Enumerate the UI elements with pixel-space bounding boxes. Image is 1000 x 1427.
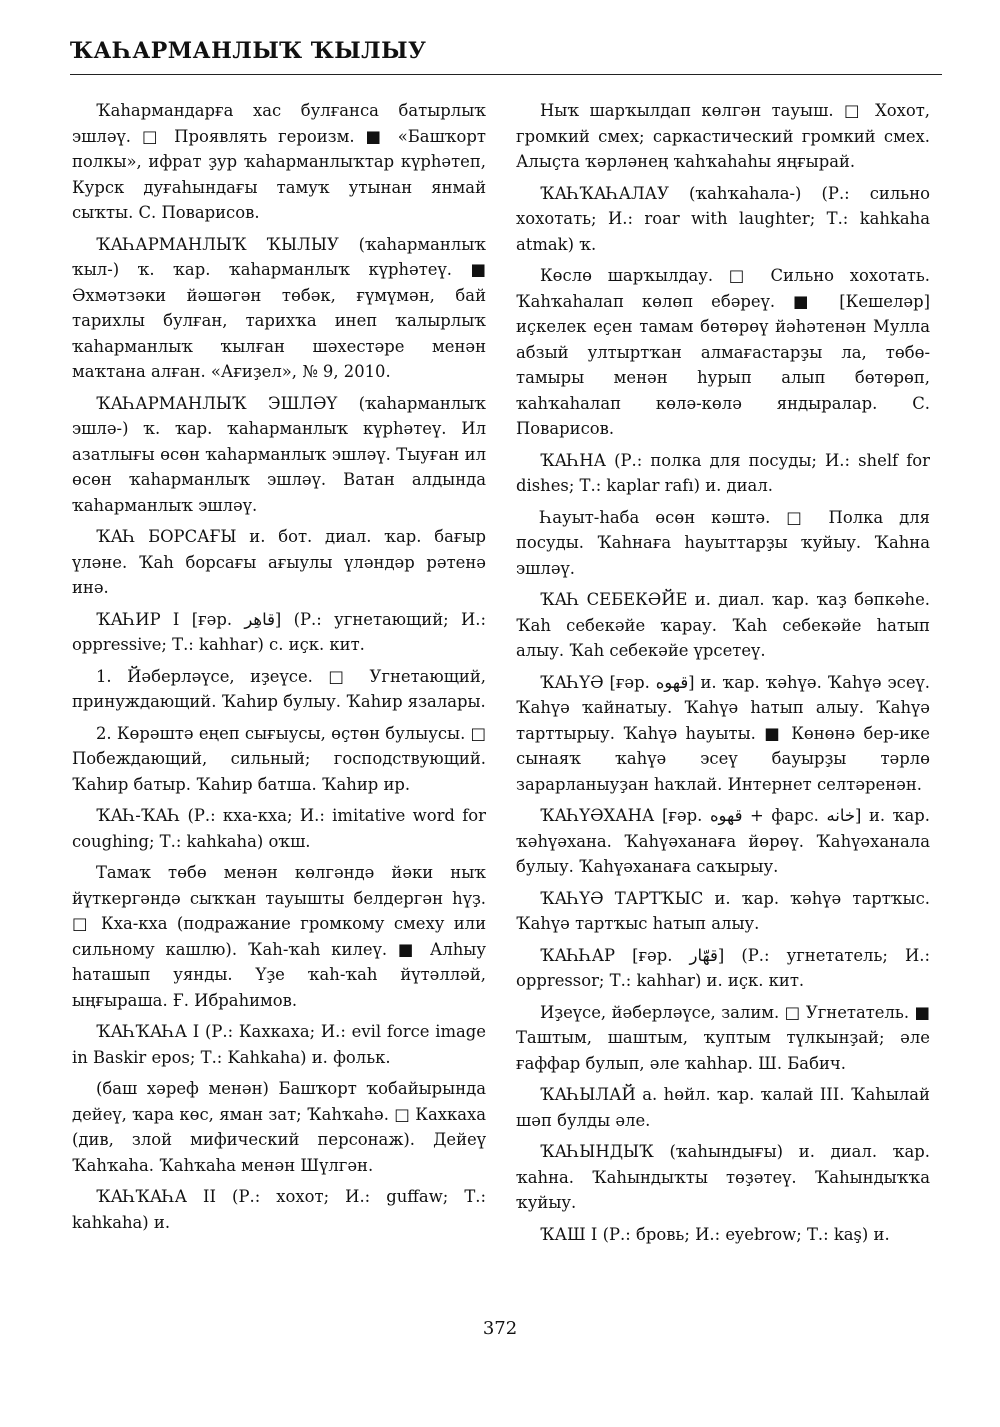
dictionary-entry: Иҙеүсе, йәберләүсе, залим. □ Угнетатель. ■ Таштым, шаштым, ҡуптым түлкынҙай; әле ғаффар булып, әле ҡаһһар. Ш. Бабич. [516,1002,930,1073]
dictionary-entry: (баш хәреф менән) Башҡорт ҡобайырында дейеү, ҡара көс, яман зат; Ҡаһҡаһә. □ Кахкаха (див, злой мифический персонаж). Дейеү Ҡаһҡаһа. Ҡаһҡаһа менән Шүлгән. [72,1079,486,1175]
page-title: ҠАҺАРМАНЛЫҠ ҠЫЛЫУ [70,38,427,64]
dictionary-entry: ҠАҺИР I [ғәр. قاهِر] (Р.: угнетающий; И.: oppressive; Т.: kahhar) с. иҫк. кит. [72,609,486,654]
dictionary-entry: 1. Йәберләүсе, иҙеүсе. □ Угнетающий, принуждающий. Ҡаһир булыу. Ҡаһир язалары. [72,666,486,711]
dictionary-entry: ҠАҺ-ҠАҺ (Р.: кха-кха; И.: imitative word for coughing; Т.: kahkaha) оҡш. [72,806,486,851]
dictionary-entry: ҠАШ I (Р.: бровь; И.: eyebrow; Т.: kaş) и. [540,1224,890,1244]
dictionary-entry: Көслө шарҡылдау. □ Сильно хохотать. Ҡаһҡаһалап көлөп ебәреү. ■ [Кешеләр] иҫкелек еҫен тамам бөтөрөү йәһәтенән Мулла абзый ултыртҡан алмағастарҙы ла, төбө-тамыры менән һурып алып бөтөрөп, ҡаһҡаһалап көлә-көлә яндыралар. С. Поварисов. [516,266,930,438]
dictionary-entry: ҠАҺАРМАНЛЫҠ ЭШЛӘҮ (ҡаһарманлыҡ эшлә-) ҡ. ҡар. ҡаһарманлыҡ күрһәтеү. Ил азатлығы өсөн ҡаһарманлыҡ эшләү. Тыуған ил өсөн ҡаһарманлыҡ эшләү. Ватан алдында ҡаһарманлыҡ эшләү. [72,393,486,515]
header-divider [70,74,942,75]
dictionary-entry: Ҡаһармандарға хас булғанса батырлыҡ эшләү. □ Проявлять героизм. ■ «Башҡорт полкы», ифрат ҙур ҡаһарманлыҡтар күрһәтеп, Курск дуғаһындағы тамуҡ утынан янмай сыҡты. С. Поварисов. [72,101,486,222]
dictionary-entry: ҠАҺЫЛАЙ а. һөйл. ҡар. ҡалай III. Ҡаһылай шәп булды әле. [516,1085,930,1130]
dictionary-entry: Тамаҡ төбө менән көлгәндә йәки ныҡ йүткергәндә сыҡҡан тауышты белдергән һүҙ. □ Кха-кха (подражание громкому смеху или сильному кашлю). Ҡаһ-ҡаһ килеү. ■ Алһыу һаташып уянды. Үҙе ҡаһ-ҡаһ йүтәлләй, ыңғыраша. Ғ. Ибраһимов. [72,863,486,1010]
dictionary-entry: ҠАҺЫНДЫҠ (ҡаһындығы) и. диал. ҡар. ҡаһна. Ҡаһындыҡты төҙәтеү. Ҡаһындыҡҡа ҡуйыу. [516,1142,930,1212]
right-column [516,98,930,1253]
page-number: 372 [482,1318,518,1339]
dictionary-entry: ҠАҺ СЕБЕКӘЙЕ и. диал. ҡар. ҡаҙ бәпкәһе. Ҡаһ себекәйе ҡарау. Ҡаһ себекәйе һатып алыу. Ҡаһ себекәйе үрсетеү. [516,590,930,660]
dictionary-entry: ҠАҺ БОРСАҒЫ и. бот. диал. ҡар. бағыр үләне. Ҡаһ борсағы ағыулы үләндәр рәтенә инә. [72,527,486,597]
dictionary-entry: ҠАҺҮӘ ТАРТҠЫС и. ҡар. ҡәһүә тартҡыс. Ҡаһүә тартҡыс һатып алыу. [516,888,930,933]
dictionary-entry: ҠАҺҠАҺАЛАУ (ҡаһҡаһала-) (Р.: сильно хохотать; И.: roar with laughter; Т.: kahkaha atmak) ҡ. [516,183,930,254]
dictionary-entry: Ныҡ шарҡылдап көлгән тауыш. □ Хохот, громкий смех; саркастический громкий смех. Алыҫта ҡәрләнең ҡаһҡаһаһы яңғырай. [516,101,930,171]
dictionary-entry: Һауыт-һаба өсөн кәштә. □ Полка для посуды. Ҡаһнаға һауыттарҙы ҡуйыу. Ҡаһна эшләү. [516,507,930,578]
dictionary-entry: ҠАҺҺАР [ғәр. قهّار] (Р.: угнетатель; И.: oppressor; Т.: kahhar) и. иҫк. кит. [516,945,930,990]
dictionary-entry: ҠАҺАРМАНЛЫҠ ҠЫЛЫУ (ҡаһарманлыҡ ҡыл-) ҡ. ҡар. ҡаһарманлыҡ күрһәтеү. ■ Әхмәтзәки йәшәгән төбәк, ғүмүмән, бай тарихлы булған, тарихҡа инеп ҡалырлыҡ ҡаһарманлыҡ ҡылған шәхестәре менән маҡтана алған. «Ағиҙел», № 9, 2010. [72,234,486,381]
dictionary-entry: ҠАҺҠАҺА II (Р.: хохот; И.: guffaw; Т.: kahkaha) и. [72,1187,486,1232]
left-column [72,98,486,1241]
dictionary-entry: ҠАҺҠАҺА I (Р.: Кахкаха; И.: evil force image in Baskir epos; Т.: Kahkaha) и. фольк. [72,1022,486,1067]
dictionary-entry: 2. Көрәштә еңеп сығыусы, өҫтөн булыусы. □ Побеждающий, сильный; господствующий. Ҡаһир батыр. Ҡаһир батша. Ҡаһир ир. [72,723,486,794]
dictionary-entry: ҠАҺНА (Р.: полка для посуды; И.: shelf for dishes; Т.: kaplar rafı) и. диал. [516,450,930,495]
dictionary-entry: ҠАҺҮӘХАНА [ғәр. قهوه + фарс. خانه] и. ҡар. ҡәһүәхана. Ҡаһүәханаға йөрөү. Ҡаһүәханала булыу. Ҡаһүәханаға саҡырыу. [516,806,930,876]
dictionary-entry: ҠАҺҮӘ [ғәр. قهوه] и. ҡар. ҡәһүә. Ҡаһүә эсеү. Ҡаһүә ҡайнатыу. Ҡаһүә һатып алыу. Ҡаһүә тарттырыу. Ҡаһүә һауыты. ■ Көнөнә бер-ике сынаяҡ ҡаһүә эсеү бауырҙы тәрлө зарарланыуҙан һаҡлай. Интернет селтәренән. [516,672,930,794]
